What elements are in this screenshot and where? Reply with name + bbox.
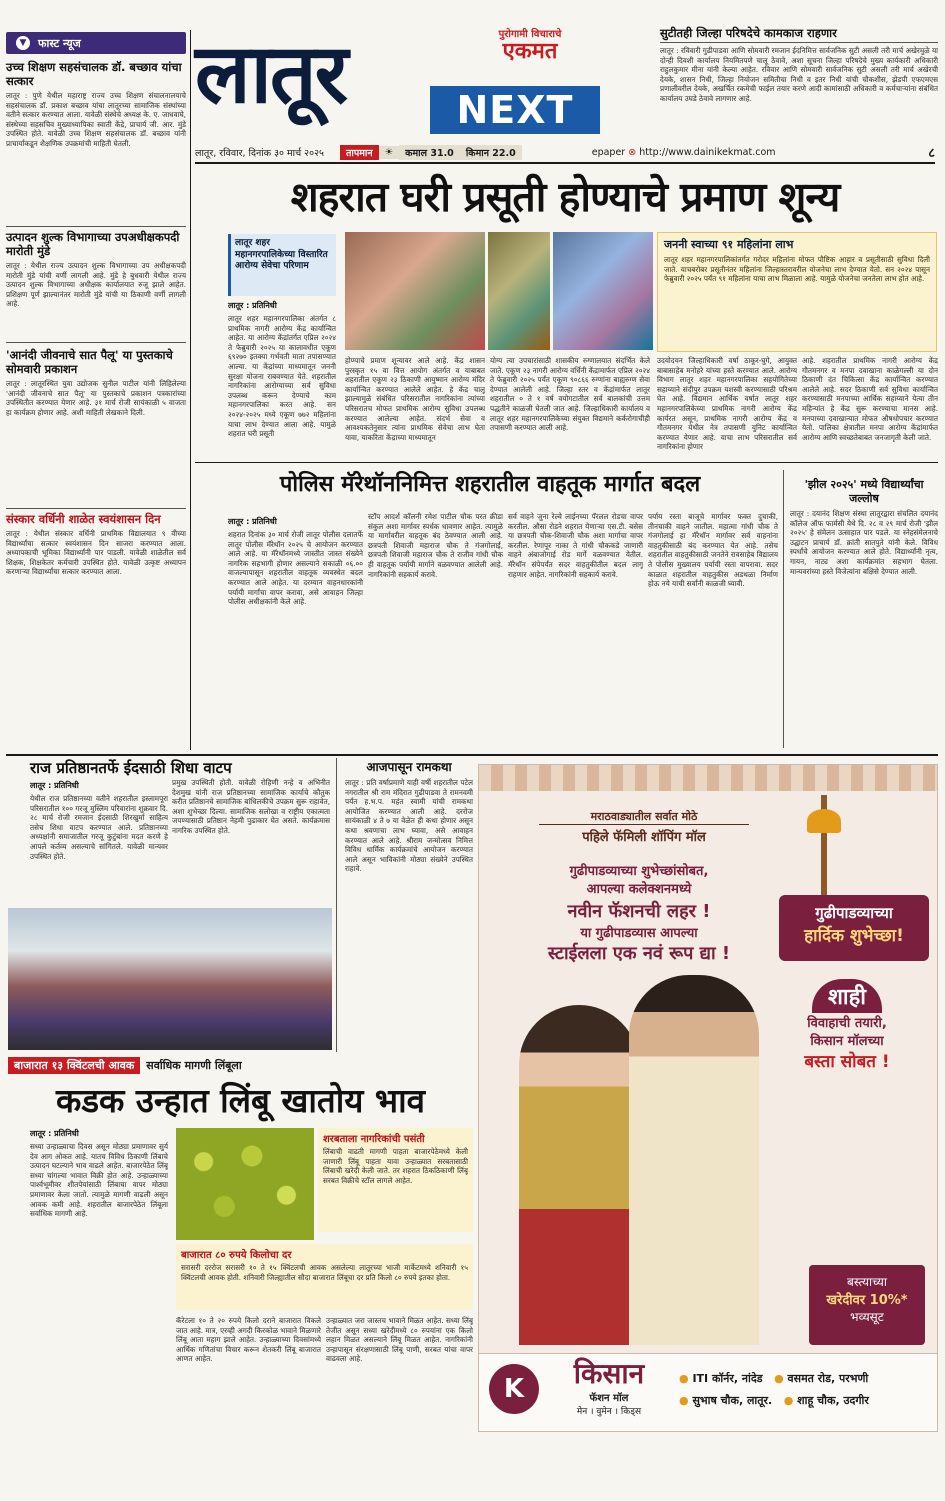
bunting: [479, 765, 937, 791]
box-body: लातूर शहर महानगरपालिकांतर्गत गरोदर महिलांना मोफत पौष्टिक आहार व प्रसूतीसाठी सुविधा दिली जाते. याचबरोबर प्रसूतीनंतर महिलांना जिल्हास्तरावरील योजनेचा लाभ देण्यात येतो. सन २०२४ पासून फेब्रुवारी २०२५ पर्यंत ९१ महिलांना याचा लाभ मिळाला आहे. यामुळे योजनेचा जनतेला लाभ होत आहे.: [664, 255, 930, 284]
police-col-2: स्टॉप आदर्श कॉलनी रमेश पाटील चौक परत क्रीडा संकुल अशा मार्गावर स्पर्धक धावणार आहेत. त्यामुळे या मार्गावरील वाहतूक बंद ठेवण्यात आली आहे. छत्रपती शिवाजी महाराज चौक ते गंजगोलाई, छत्रपती शिवाजी महाराज चौक ते राजीव गांधी चौक ही वाहतूक पर्यायी मार्गाने वळवण्यात आलेली आहे. नागरिकांनी सहकार्य करावे.: [368, 512, 503, 579]
lead-col-5: आहे. शहरातील प्राथमिक नागरी आरोग्य केंद्र गौतमनगर व मनपा दवाखाना काळेगल्ली या दोन ठिकाणी दंत चिकित्सा केंद्र कार्यान्वित करण्यात आलेले आहे. सदर ठिकाणी सर्व सुविधा कार्यान्वित करण्यासाठी मनपाच्या आर्थिक सहाय्याने येत्या तीन महिन्यांत हे केंद्र सुरू करण्याचा मानस आहे. मनपाच्या दवाखान्यात मोफत औषधोपचार करण्यात येतो. पालिका क्षेत्रातील मनपा आरोग्य केंद्रांमार्फत आरोग्य आणि स्वच्छतेबाबत जनजागृती केली जाते.: [802, 356, 938, 442]
divider: [6, 754, 938, 756]
ad-tagline: [539, 809, 749, 845]
sharbat-box: [318, 1128, 473, 1232]
news-headline: 'आनंदी जीवनाचे सात पैलू' या पुस्तकाचे सोमवारी प्रकाशन: [6, 348, 173, 376]
divider: [660, 42, 938, 43]
byline: लातूर : प्रतिनिधी: [228, 301, 277, 310]
ad-line-5: स्टाईलला एक नवं रूप द्या !: [547, 943, 731, 964]
offer-line-1: बस्त्याच्या: [847, 1275, 887, 1289]
sun-icon: ☀: [379, 146, 400, 159]
news-headline: उच्च शिक्षण सहसंचालक डॉ. बच्छाव यांचा सत्कार: [6, 60, 182, 88]
offer-line-3: भव्यसूट: [850, 1310, 884, 1324]
ram-body: लातूर : प्रति वर्षाप्रमाणे याही वर्षी शहरातील पटेल नगरातील श्री राम मंदिरात गुढीपाडवा ते रामनवमी पर्यंत ह.भ.प. महंत स्वामी यांची रामकथा आयोजित करण्यात आली आहे. दररोज सायंकाळी ४ ते ७ या वेळेत ही कथा होणार असून कथा श्रवणाचा लाभ घ्यावा, असे आवाहन करण्यात आले आहे. श्रीराम जन्मोत्सव निमित्त विविध धार्मिक कार्यक्रमांचे आयोजन करण्यात आले असून भाविकांनी मोठ्या संख्येने उपस्थित राहावे.: [345, 778, 473, 874]
ad-line-2: आपल्या कलेक्शनमध्ये: [586, 882, 692, 897]
news-headline: 'झील २०२५' मध्ये विद्यार्थ्यांचा जल्लोष: [804, 478, 924, 505]
offer-line-2: खरेदीवर 10%*: [826, 1293, 908, 1308]
left-news-3: [6, 348, 186, 504]
ram-headline: आजपासून रामकथा: [366, 760, 452, 774]
left-news-2: [6, 230, 186, 341]
health-photo-3: [553, 232, 653, 350]
max-temp: कमाल 31.0: [399, 145, 460, 160]
shahi-line-2: विवाहाची तयारी,: [807, 1016, 887, 1031]
price-box: [176, 1244, 473, 1310]
bullet-icon: ●: [783, 1394, 794, 1407]
lemon-col-2: कॅरेटला १० ते २० रुपये किलो दराने बाजारात विकले जात आहे. मात्र, एरव्ही अगदी किरकोळ भावाने मिळणारे लिंबू आता महाग झाले आहेत. उन्हाळ्याच्या दिवसांमध्ये आर्थिक गणितांचा विचार करून शेतकरी लिंबू बाजारात आणत आहेत.: [176, 1316, 321, 1364]
news-body: लातूर : दयानंद शिक्षण संस्था लातूरद्वारा संचलित दयानंद कॉलेज ऑफ फार्मसी येथे दि. २८ व २९ मार्च रोजी 'झील २०२५' हे संमेलन उत्साहात पार पडले. या स्नेहसंमेलनाचे उद्घाटन प्राचार्य डॉ. क्रांती सातपुते यांनी केले. विविध स्पर्धांचे आयोजन करण्यात आले होते. विद्यार्थ्यांनी नृत्य, गायन, नाट्य अशा कार्यक्रमांत सहभाग घेतला. मान्यवरांच्या हस्ते विजेत्यांना बक्षिसे देण्यात आली.: [790, 509, 938, 576]
discount-box: [809, 1265, 925, 1345]
ad-line-3: नवीन फॅशनची लहर !: [567, 901, 711, 922]
police-col-4: पर्याय रस्ता बाजूचे मार्गावर फक्त दुचाकी, तीनचाकी वाहने जातील. महात्मा गांधी चौक ते गंजगोलाई हा मॅरेथॉन मार्गावर सर्व वाहनांना वाहतुकीसाठी बंद करण्यात येत आहे. तसेच शहरातील वाहतुकीसाठी जनतेने रावसाहेब विद्यालय ते पोलीस मुख्यालय पर्यायी रस्ता वापरावा. सदर काळात शहरातील वाहतुकीस अडथळा निर्माण होऊ नये याची सर्वांनी काळजी घ्यावी.: [648, 512, 778, 589]
divider: [6, 226, 186, 227]
address-2: वसमत रोड, परभणी: [787, 1372, 869, 1385]
brand-tagline: पुरोगामी विचाराचे: [498, 29, 562, 40]
lead-headline: शहरात घरी प्रसूती होण्याचे प्रमाण शून्य: [290, 173, 840, 221]
janani-box: [657, 232, 937, 352]
gudhi-icon: [799, 795, 849, 895]
ad-message: [499, 861, 779, 965]
greeting-line-1: गुढीपाडव्याच्या: [815, 904, 893, 922]
raj-headline: राज प्रतिष्ठानतर्फे ईदसाठी शिधा वाटप: [30, 759, 232, 777]
min-temp: किमान 22.0: [460, 145, 522, 160]
bullet-icon: ●: [679, 1372, 689, 1385]
chevron-down-icon: ▼: [16, 36, 30, 50]
shahi-title: शाही: [812, 979, 882, 1013]
column-rule: [783, 470, 784, 748]
lead-col-1: लातूर शहर महानगरपालिका अंतर्गत ८ प्राथमिक नागरी आरोग्य केंद्र कार्यान्वित आहेत. या आरोग्य केंद्रांतर्गत एप्रिल २०२४ ते फेब्रुवारी २०२५ या कालावधीत एकूण ६९२७० इतक्या गर्भवती माता तपासण्यात आल्या. या केंद्रांच्या माध्यमातून जननी सुरक्षा योजना राबवण्यात येते. शहरातील नागरिकांना आरोग्याच्या सर्व सुविधा उपलब्ध करून देण्याचे काम महानगरपालिका करत आहे. सन २०२४-२०२५ मध्ये एकूण ७७२ महिलांना याचा लाभ देण्यात आला आहे. यामुळे शहरात घरी प्रसूती: [228, 314, 336, 439]
next-logo: NEXT: [430, 86, 600, 134]
address-4: शाहू चौक, उदगीर: [797, 1394, 869, 1407]
kisan-mall-ad[interactable]: [478, 764, 938, 1432]
greeting-box: [779, 895, 929, 961]
lead-kicker: लातूर शहर महानगरपालिकेच्या विस्तारित आरोग्य सेवेचा परिणाम: [235, 238, 328, 271]
lead-col-3: योग्य त्या उपचारांसाठी शासकीय रुग्णालयात संदर्भित केले जाते. एकूण २३ नागरी आरोग्य वर्धिनी केंद्रामार्फत एप्रिल २०२४ ते फेब्रुवारी २०२५ पर्यंत एकूण ९०८६६ रुग्णांना बाह्यरुग्ण सेवा देण्यात आलेली आहे. जिल्हा स्तर व केंद्रांमार्फत लातूर शहरातील ० ते १ वर्ष वयोगटातील सर्व बालकांची उत्तम पद्धतीने काळजी घेतली जात आहे. जिल्हाधिकारी कार्यालय व लातूर शहर महानगरपालिकेच्या संयुक्त विद्यमाने कर्करोगाचीही तपासणी करण्यात आली आहे.: [490, 356, 650, 433]
box-headline: बाजारात ८० रुपये किलोचा दर: [181, 1250, 292, 1261]
temperature-label: तापमान: [340, 145, 379, 160]
fast-news-label: फास्ट न्यूज: [38, 36, 81, 50]
website-url[interactable]: http://www.dainikekmat.com: [639, 146, 776, 158]
lemon-kicker: [8, 1056, 473, 1074]
model-man-image: [629, 975, 759, 1345]
shahi-box: [761, 979, 933, 1075]
ad-line-4: या गुढीपाडव्यास आपल्या: [580, 926, 698, 941]
news-body: लातूर : येथील संस्कार वर्धिनी प्राथमिक विद्यालयात ९ वीच्या विद्यार्थ्यांचा सत्कार स्वयंशासन दिन साजरा करण्यात आला. अध्यापकाची भूमिका विद्यार्थ्यांनी पार पाडली. यावेळी शाळेतील सर्व शिक्षक, शिक्षकेतर कर्मचारी उपस्थित होते. यावेळी उत्कृष्ट अध्यापन करणाऱ्या विद्यार्थ्यांचा सत्कार करण्यात आला.: [6, 529, 186, 577]
divider: [195, 462, 938, 463]
box-headline: जननी स्वाच्या ९१ महिलांना लाभ: [664, 238, 794, 251]
lemon-col-3: उन्हाळ्यात जरा जास्तच भावाने मिळत आहेत. सध्या लिंबू तेजीत असून सध्या खरेदीमध्ये ८० रुपयांना एक किलो लहान मिळत असल्याने लिंबू मिळत आहेत. नागरिकांनी उन्हापासून संरक्षणासाठी लिंबू पाणी, सरबत यांचा वापर वाढवला आहे.: [326, 1316, 473, 1364]
issue-date: लातूर, रविवार, दिनांक ३० मार्च २०२५: [195, 147, 324, 159]
epaper-label: epaper: [591, 146, 626, 158]
ad-brand: [549, 1358, 669, 1417]
address-3: सुभाष चौक, लातूर.: [692, 1394, 773, 1407]
lemon-headline: कडक उन्हात लिंबू खातोय भाव: [55, 1081, 426, 1120]
brand-sub-2: मेन । वुमेन । किड्स: [576, 1407, 642, 1417]
page-number: ८: [928, 146, 935, 161]
raj-col-1: येथील राज प्रतिष्ठानच्या वतीने शहरातील इस्लामपूरा परिसरातील १०० गरजू मुस्लिम परिवारांना शुक्रवार दि. २८ मार्च रोजी रमजान ईदसाठी शिरखुर्मा साहित्य तसेच शिधा वाटप करण्यात आले. प्रतिष्ठानच्या अध्यक्षांनी समाजातील गरजू कुटुंबांना मदत करणे हे आपले कर्तव्य असल्याचे सांगितले. यावेळी मान्यवर उपस्थित होते.: [30, 794, 168, 861]
news-body: लातूर : येथील राज्य उत्पादन शुल्क विभागाच्या उप अधीक्षकपदी मारोती मुंडे यांची वर्णी लागली आहे. मुंडे हे बुधवारी येथील राज्य उत्पादन शुल्क विभागाच्या अधीक्षक कार्यालयात रुजू झाले आहेत. प्रशिक्षण पूर्ण झाल्यानंतर मारोती मुंडे यांची या ठिकाणी वर्णी लागली आहे.: [6, 261, 186, 309]
police-headline: पोलिस मॅरेथॉननिमित्त शहरातील वाहतूक मार्गात बदल: [279, 472, 701, 497]
news-body: लातूर : रविवारी गुढीपाडवा आणि सोमवारी रमजान ईदनिमित्त सार्वजनिक सुटी असली तरी मार्च अखेरमुळे या दोन्ही दिवशी कार्यालय नियमितपणे चालू ठेवावे, अशा सूचना जिल्हा परिषदेचे मुख्य कार्यकारी अधिकारी राहुलकुमार मीना यांनी केल्या आहेत. रविवार आणि सोमवारी सार्वजनिक सुटी असली तरी मार्च अखेरची देयके, शासन निधी, जिल्हा नियोजन समितीचा निधी व इतर निधी यांची चौकशीस, झेडपी एफएमएस प्रणालीवरील देयके, अखर्चित रकमेची फाईल तयार करणे आदी कामांसाठी अधिकारी व कर्मचाऱ्यांना संबंधित कार्यालय उघडे ठेवावे लागणार आहे.: [660, 46, 938, 103]
kisan-logo-icon: K: [489, 1364, 539, 1414]
lead-col-2: होण्याचे प्रमाण शून्यावर आले आहे. केंद्र शासन पुरस्कृत १५ वा वित्त आयोग अंतर्गत व याबाबत शहरातील एकूण २३ ठिकाणी आयुष्मान आरोग्य मंदिर कार्यान्वित करण्यात आलेले आहेत. हे केंद्र चालू झाल्यामुळे संबंधित परिसरातील नागरिकांना त्यांच्या परिसरातच मोफत प्राथमिक आरोग्य सुविधा उपलब्ध करण्यात आलेल्या आहेत. संदर्भ सेवा व आवश्यकतेनुसार त्यांना प्राथमिक सेवेचा लाभ घेता यावा, याकरिता केंद्राच्या माध्यमातून: [345, 356, 485, 442]
box-body: लिंबाची वाढती मागणी पाहता बाजारपेठेमध्ये केली जाणारी लिंबू पाहता यावा उन्हाळ्यात सरबतासाठी लिंबाची खरेदी केली जाते. तर शहरात ठिकठिकाणी लिंबू सरबत विक्रीचे स्टॉल लागले आहेत.: [323, 1147, 468, 1185]
left-news-4: [6, 512, 186, 739]
bullet-icon: ●: [774, 1372, 784, 1385]
news-headline: उत्पादन शुल्क विभागाच्या उपअधीक्षकपदी मारोती मुंडे: [6, 230, 180, 258]
fast-news-banner: [6, 32, 186, 54]
raj-col-2: प्रमुख उपस्थिती होती. यावेळी रोहिणी नन्हे व अभिनीत देशमुख यांनी राज प्रतिष्ठानच्या सामाजिक कार्याचे कौतुक करीत प्रतिष्ठानचे सामाजिक बांधिलकीचे उपक्रम सुरू राहावेत, अशा शुभेच्छा दिल्या. सामाजिक सलोखा व राष्ट्रीय एकात्मता जपण्यासाठी प्रतिष्ठान नेहमी पुढाकार घेत असते. कार्यक्रमास नागरिक उपस्थित होते.: [172, 778, 330, 835]
column-rule: [336, 758, 337, 1052]
lead-col-4: उदयोदयन जिल्हाधिकारी वर्षा ठाकूर-घुगे, आयुक्त बाबासाहेब मनोहरे यांच्या हस्ते करण्यात आले. आरोग्य विभाग लातूर शहर महानगरपालिका सहयोगितेच्या सहाय्याने संदीपुर उपक्रम यशस्वी करण्यासाठी परिश्रम घेत आहे. विद्यमान आर्थिक वर्षात लातूर शहर महानगरपालिकेच्या प्राथमिक नागरी आरोग्य केंद्र कार्यरत असून, प्राथमिक नागरी आरोग्य केंद्र व गौतमनगर येथील नेत्र तपासणी युनिट कार्यान्वित करण्यात येणार आहे. याचा लाभ परिसरातील सर्व नागरिकांना होणार: [657, 356, 797, 452]
kicker-red: बाजारात १३ क्विंटलची आवक: [8, 1057, 140, 1074]
ad-top-line-1: मराठवाड्यातील सर्वात मोठे: [590, 810, 698, 823]
news-body: लातूर : पुणे येथील महाराष्ट्र राज्य उच्च शिक्षण संचालनालयाचे सहसंचालक डॉ. प्रकाश बच्छाव यांचा लातूरच्या सामाजिक संस्थांच्या वतीने सत्कार करण्यात आला. यावेळी संस्थेचे अध्यक्ष के. ए. जाधवाघे, संस्थेच्या सहसचिव मुख्याध्यापिका स्वाती केंद्रे, प्राचार्य जी. आर. मुंडे उपस्थित होते. यावेळी उच्च शिक्षण सहसंचालक डॉ. बच्छाव यांनी प्राचार्यांकडून शैक्षणिक उपक्रमांची माहिती घेतली.: [6, 91, 186, 148]
ad-addresses: [679, 1368, 934, 1412]
shahi-line-3: किसान मॉलच्या: [810, 1034, 884, 1049]
top-right-story: [660, 26, 938, 146]
link-icon: ⊗: [628, 146, 637, 158]
shahi-line-4: बस्ता सोबत !: [804, 1052, 890, 1072]
divider: [6, 508, 186, 509]
masthead: [195, 24, 655, 142]
news-headline: संस्कार वर्धिनी शाळेत स्वयंशासन दिन: [6, 512, 161, 526]
brand-logo: [480, 26, 580, 64]
ad-line-1: गुढीपाडव्याच्या शुभेच्छांसोबत,: [569, 864, 709, 879]
bullet-icon: ●: [679, 1394, 689, 1407]
news-body: लातूर : लातूरस्थित युवा उद्योजक सुनील पाटील यांनी लिहिलेल्या 'आनंदी जीवनाचे सात पैलू' या पुस्तकाचे प्रकाशन पत्रकारांच्या उपस्थितीत करण्यात येणार आहे. ३१ मार्च रोजी सायंकाळी ५ वाजता हा कार्यक्रम होणार आहे. अशी माहिती लेखकाने दिली.: [6, 379, 186, 417]
byline: लातूर : प्रतिनिधी: [228, 517, 277, 526]
news-headline: सुटीतही जिल्हा परिषदेचे कामकाज राहणार: [660, 26, 837, 40]
left-news-1: [6, 60, 186, 241]
zeal-story: [790, 478, 938, 743]
divider: [6, 342, 186, 343]
ad-top-line-2: पहिले फॅमिली शॉपिंग मॉल: [539, 824, 749, 845]
masthead-title: लातूर: [195, 26, 347, 122]
police-col-1: शहरात दिनांक ३० मार्च रोजी लातूर पोलीस दलातर्फे लातूर पोलीस मॅरेथॉन २०२५ चे आयोजन करण्यात आले आहे. या मॅरेथॉनमध्ये जास्तीत जास्त संख्येने नागरिक सहभागी होणार असल्याने सकाळी ०६.०० वाजल्यापासून शहरातील वाहतूक व्यवस्थेत बदल करण्यात आले आहेत. या दरम्यान वाहनधारकांनी पर्यायी मार्गांचा वापर करावा, असे आवाहन जिल्हा पोलीस अधीक्षकांनी केले आहे.: [228, 530, 363, 607]
brand-sub: फॅशन मॉल: [589, 1393, 629, 1404]
brand-name: एकमत: [502, 39, 558, 64]
lemon-photo: [176, 1128, 314, 1240]
health-photo-1: [345, 232, 485, 350]
health-photo-2: [488, 232, 550, 350]
divider: [195, 162, 935, 164]
police-col-3: सर्व वाहने जुना रेल्वे लाईनच्या पॅरलल रोडचा वापर करतील. औसा रोडने शहरात येणाऱ्या एस.टी. बसेस या छत्रपती चौक-शिवाजी चौक अशा मार्गाचा वापर करतील. रेणापूर नाका ते गांधी चौककडे जाणारी वाहने अंबाजोगाई रोड मार्गे वळवण्यात येतील. मॅरेथॉन संपेपर्यंत सदर वाहतुकीतील बदल लागू राहणार आहेत. नागरिकांनी सहकार्य करावे.: [508, 512, 643, 579]
lemon-col-1: सध्या उन्हाळ्याचा दिवस असून मोठ्या प्रमाणावर सुर्य देव आग ओकत आहे. यातच विविध ठिकाणी लिंबाचे उत्पादन घटल्याने भाव वाढले आहेत. बाजारपेठेत लिंबू सध्या चांगल्या भावात विक्री होत आहे. उन्हाळ्याच्या पार्श्वभूमीवर शीतपेयांसाठी लिंबाचा वापर मोठ्या प्रमाणावर केला जातो. त्यामुळे मागणी वाढली असून आवक कमी आहे. शहरातील बाजारपेठेत लिंबूला सर्वाधिक मागणी आहे.: [30, 1142, 168, 1219]
address-1: ITI कॉर्नर, नांदेड: [692, 1372, 763, 1385]
column-rule: [190, 30, 191, 750]
lead-kicker-box: [228, 234, 336, 296]
kicker-black: सर्वाधिक मागणी लिंबूला: [146, 1058, 242, 1072]
box-body: सरासरी दररोज सरासरी १० ते १५ क्विंटलची आवक असलेल्या लातूरच्या भाजी मार्केटमध्ये शनिवारी १५ क्विंटलची आवक होती. शनिवारी जिल्ह्यातील सौदा बाजारात लिंबूचा दर प्रति किलो ८० रुपये इतका होता.: [181, 1263, 468, 1282]
brand-name: किसान: [573, 1357, 645, 1390]
ad-footer: [479, 1353, 937, 1432]
model-woman-image: [519, 1005, 639, 1345]
box-headline: शरबताला नागरिकांची पसंती: [323, 1134, 425, 1145]
greeting-line-2: हार्दिक शुभेच्छा!: [804, 926, 904, 946]
byline: लातूर : प्रतिनिधी: [30, 1129, 79, 1138]
raj-event-photo: [8, 908, 332, 1050]
byline: लातूर : प्रतिनिधी: [30, 781, 79, 790]
